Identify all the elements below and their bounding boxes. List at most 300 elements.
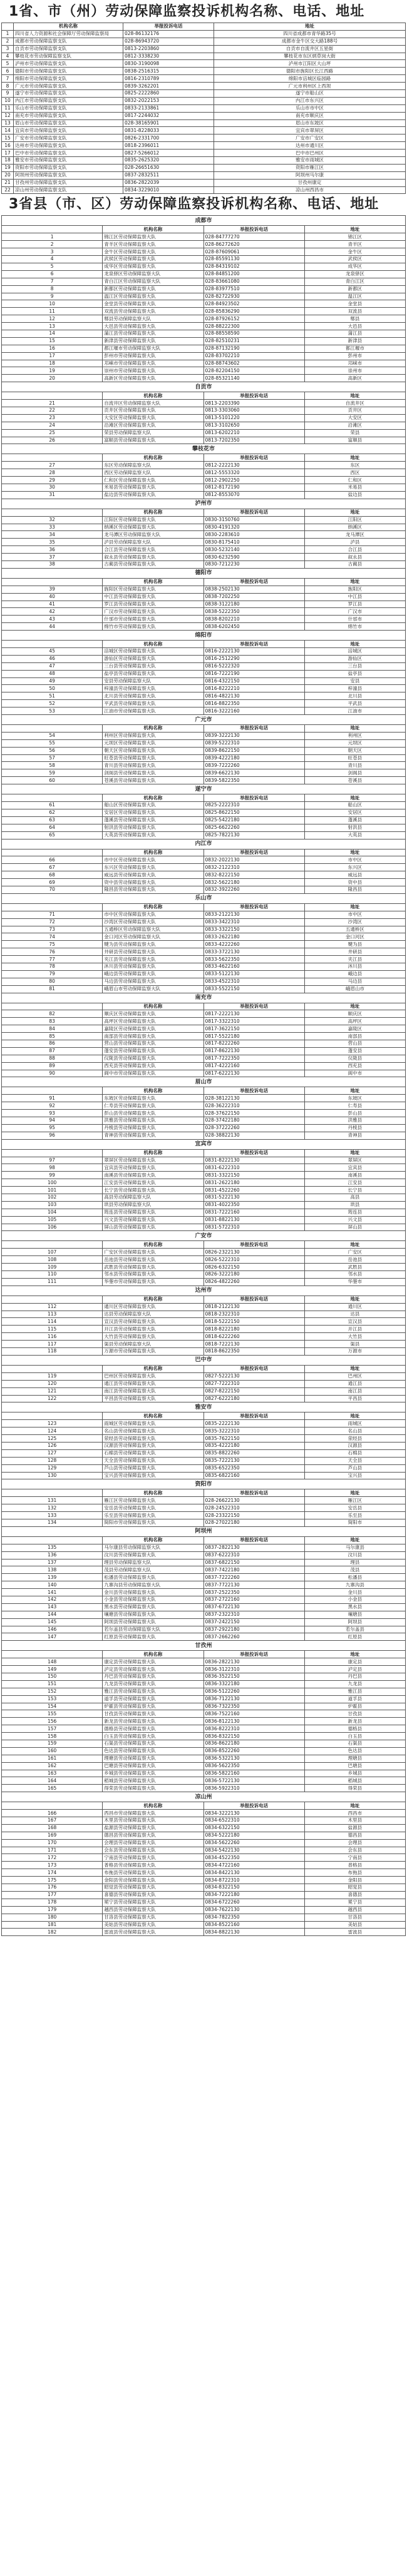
header-name: 机构名称 bbox=[103, 392, 204, 400]
table-header-row bbox=[2, 1149, 406, 1157]
table-row bbox=[2, 926, 406, 933]
header-tel: 举报投诉电话 bbox=[204, 1489, 304, 1497]
row-name: 炉霍县劳动保障监察大队 bbox=[103, 1703, 204, 1710]
row-index: 94 bbox=[2, 1117, 103, 1125]
row-tel: 0834-5222180 bbox=[204, 1832, 304, 1839]
table-row bbox=[2, 1666, 406, 1673]
table-row bbox=[2, 561, 406, 569]
row-addr: 甘孜县 bbox=[304, 1710, 405, 1718]
table-row bbox=[2, 1680, 406, 1688]
row-index: 7 bbox=[2, 278, 103, 285]
row-name: 梓潼县劳动保障监察大队 bbox=[103, 685, 204, 692]
row-tel: 0813-5101220 bbox=[204, 414, 304, 422]
row-name: 阆中市劳动保障监察大队 bbox=[103, 1070, 204, 1077]
row-tel: 0835-3222310 bbox=[204, 1427, 304, 1435]
row-name: 泸州市劳动保障监察支队 bbox=[14, 60, 123, 68]
row-addr: 宣汉县 bbox=[304, 1318, 405, 1326]
row-addr: 宜宾市翠屏区 bbox=[214, 127, 406, 134]
row-addr: 大英县 bbox=[304, 831, 405, 839]
table-row bbox=[2, 97, 406, 104]
row-addr: 珙县 bbox=[304, 1201, 405, 1209]
row-name: 旺苍县劳动保障监察大队 bbox=[103, 754, 204, 762]
row-index: 16 bbox=[2, 142, 14, 150]
row-addr: 合江县 bbox=[304, 546, 405, 554]
header-tel: 举报投诉电话 bbox=[204, 1365, 304, 1372]
row-index: 3 bbox=[2, 248, 103, 256]
row-addr: 金阳县 bbox=[304, 1877, 405, 1884]
row-index: 65 bbox=[2, 831, 103, 839]
row-tel: 0836-5322130 bbox=[204, 1755, 304, 1762]
row-tel: 0836-8322150 bbox=[204, 1733, 304, 1740]
row-index: 108 bbox=[2, 1256, 103, 1264]
header-name: 机构名称 bbox=[103, 226, 204, 233]
row-name: 翠屏区劳动保障监察大队 bbox=[103, 1157, 204, 1164]
row-tel: 028-37622150 bbox=[204, 1110, 304, 1117]
row-addr: 青川县 bbox=[304, 762, 405, 769]
row-addr: 石渠县 bbox=[304, 1740, 405, 1748]
row-index: 167 bbox=[2, 1817, 103, 1825]
row-tel: 0817-8222260 bbox=[204, 1040, 304, 1047]
table-header-row bbox=[2, 849, 406, 856]
header-addr: 地址 bbox=[304, 1489, 405, 1497]
row-addr: 雁江区 bbox=[304, 1497, 405, 1504]
table-row bbox=[2, 546, 406, 554]
row-index: 56 bbox=[2, 747, 103, 754]
row-name: 彭州市劳动保障监察大队 bbox=[103, 352, 204, 360]
row-tel: 028-38165901 bbox=[123, 119, 214, 127]
table-row bbox=[2, 754, 406, 762]
row-addr: 甘孜州康定 bbox=[214, 179, 406, 186]
header-tel: 举报投诉电话 bbox=[204, 794, 304, 802]
header-addr: 地址 bbox=[304, 849, 405, 856]
row-index: 9 bbox=[2, 293, 103, 300]
table-row bbox=[2, 933, 406, 941]
row-tel: 0833-5122130 bbox=[204, 970, 304, 978]
table-row bbox=[2, 593, 406, 601]
table-row bbox=[2, 1762, 406, 1770]
row-tel: 028-36222310 bbox=[204, 1102, 304, 1110]
row-tel: 0831-4522260 bbox=[204, 1187, 304, 1194]
row-index: 115 bbox=[2, 1326, 103, 1333]
table-row bbox=[2, 1348, 406, 1356]
row-tel: 028-88743602 bbox=[204, 360, 304, 367]
table-row bbox=[2, 1216, 406, 1224]
table-header-row bbox=[2, 1802, 406, 1810]
table-row bbox=[2, 769, 406, 777]
city-heading-row bbox=[2, 1231, 406, 1241]
header-addr: 地址 bbox=[304, 1412, 405, 1420]
row-addr: 平武县 bbox=[304, 700, 405, 707]
row-tel: 0812-2222130 bbox=[204, 462, 304, 469]
table-row bbox=[2, 1102, 406, 1110]
row-name: 四川省人力资源和社会保障厅劳动保障监察局 bbox=[14, 30, 123, 38]
table-row bbox=[2, 864, 406, 871]
row-name: 游仙区劳动保障监察大队 bbox=[103, 655, 204, 662]
row-addr: 新龙县 bbox=[304, 1718, 405, 1725]
table-row bbox=[2, 186, 406, 194]
row-addr: 涪城区 bbox=[304, 648, 405, 656]
table-row bbox=[2, 1025, 406, 1033]
table-row bbox=[2, 68, 406, 75]
row-name: 叙永县劳动保障监察大队 bbox=[103, 554, 204, 561]
row-index: 59 bbox=[2, 769, 103, 777]
city-heading: 成都市 bbox=[2, 216, 406, 226]
row-addr: 荥经县 bbox=[304, 1435, 405, 1443]
table-header-row bbox=[2, 23, 406, 31]
row-name: 锦江区劳动保障监察大队 bbox=[103, 233, 204, 241]
row-tel: 0812-8553070 bbox=[204, 491, 304, 499]
row-addr: 西充县 bbox=[304, 1062, 405, 1070]
table-header-row bbox=[2, 1412, 406, 1420]
row-addr: 江阳区 bbox=[304, 516, 405, 524]
row-addr: 道孚县 bbox=[304, 1695, 405, 1703]
table-row bbox=[2, 1420, 406, 1427]
table-row bbox=[2, 1110, 406, 1117]
row-index: 163 bbox=[2, 1770, 103, 1777]
row-name: 简阳市劳动保障监察大队 bbox=[103, 1519, 204, 1526]
table-row bbox=[2, 1589, 406, 1596]
row-addr: 顺庆区 bbox=[304, 1010, 405, 1018]
header-index bbox=[2, 226, 103, 233]
row-addr: 安岳县 bbox=[304, 1504, 405, 1512]
row-tel: 0817-6222130 bbox=[204, 1070, 304, 1077]
row-index: 4 bbox=[2, 256, 103, 263]
table-row bbox=[2, 1581, 406, 1589]
row-tel: 0835-6522350 bbox=[204, 1464, 304, 1472]
row-addr: 德阳市旌阳区长江西路 bbox=[214, 68, 406, 75]
row-tel: 0817-5522180 bbox=[204, 1033, 304, 1040]
table-row bbox=[2, 586, 406, 593]
row-name: 射洪县劳动保障监察大队 bbox=[103, 824, 204, 831]
row-name: 新都区劳动保障监察大队 bbox=[103, 285, 204, 293]
row-addr: 东区 bbox=[304, 462, 405, 469]
row-addr: 仪陇县 bbox=[304, 1055, 405, 1062]
table-row bbox=[2, 1124, 406, 1132]
table-row bbox=[2, 179, 406, 186]
row-tel: 0834-8822130 bbox=[204, 1929, 304, 1936]
row-name: 江阳区劳动保障监察大队 bbox=[103, 516, 204, 524]
row-addr: 筠连县 bbox=[304, 1209, 405, 1216]
row-name: 白玉县劳动保障监察大队 bbox=[103, 1733, 204, 1740]
row-addr: 壤塘县 bbox=[304, 1611, 405, 1618]
table-row bbox=[2, 414, 406, 422]
header-name: 机构名称 bbox=[103, 1087, 204, 1095]
row-index: 13 bbox=[2, 119, 14, 127]
city-heading-row bbox=[2, 1526, 406, 1536]
header-addr: 地址 bbox=[304, 1241, 405, 1249]
city-heading: 泸州市 bbox=[2, 499, 406, 509]
header-name: 机构名称 bbox=[103, 794, 204, 802]
table-row bbox=[2, 623, 406, 631]
row-index: 21 bbox=[2, 179, 14, 186]
row-index: 63 bbox=[2, 816, 103, 824]
row-name: 芦山县劳动保障监察大队 bbox=[103, 1464, 204, 1472]
row-index: 96 bbox=[2, 1132, 103, 1139]
row-index: 10 bbox=[2, 97, 14, 104]
header-name: 机构名称 bbox=[103, 1149, 204, 1157]
row-index: 17 bbox=[2, 352, 103, 360]
row-name: 新津县劳动保障监察大队 bbox=[103, 337, 204, 345]
row-index: 19 bbox=[2, 164, 14, 171]
table-header-row bbox=[2, 392, 406, 400]
row-name: 高县劳动保障监察大队 bbox=[103, 1194, 204, 1202]
table-row bbox=[2, 1770, 406, 1777]
row-index: 157 bbox=[2, 1725, 103, 1733]
row-addr: 色达县 bbox=[304, 1747, 405, 1755]
table-row bbox=[2, 1278, 406, 1285]
row-name: 金阳县劳动保障监察大队 bbox=[103, 1877, 204, 1884]
row-index: 130 bbox=[2, 1472, 103, 1479]
row-tel: 028-86272620 bbox=[204, 241, 304, 248]
table-row bbox=[2, 112, 406, 119]
row-index: 69 bbox=[2, 879, 103, 886]
header-index bbox=[2, 1241, 103, 1249]
city-heading-row bbox=[2, 499, 406, 509]
row-index: 77 bbox=[2, 956, 103, 963]
city-heading: 广元市 bbox=[2, 715, 406, 725]
row-name: 仁和区劳动保障监察大队 bbox=[103, 477, 204, 484]
row-addr: 市中区 bbox=[304, 856, 405, 864]
row-tel: 0817-3322310 bbox=[204, 1018, 304, 1025]
row-index: 81 bbox=[2, 985, 103, 993]
city-heading: 广安市 bbox=[2, 1231, 406, 1241]
row-index: 18 bbox=[2, 360, 103, 367]
city-heading: 阿坝州 bbox=[2, 1526, 406, 1536]
row-addr: 天全县 bbox=[304, 1457, 405, 1464]
header-addr: 地址 bbox=[304, 1149, 405, 1157]
row-addr: 若尔盖县 bbox=[304, 1626, 405, 1633]
row-tel: 0837-7222260 bbox=[204, 1574, 304, 1581]
row-index: 74 bbox=[2, 933, 103, 941]
header-addr: 地址 bbox=[304, 578, 405, 586]
row-name: 雅安市劳动保障监察支队 bbox=[14, 157, 123, 165]
table-row bbox=[2, 1785, 406, 1792]
table-row bbox=[2, 879, 406, 886]
table-row bbox=[2, 1256, 406, 1264]
table-row bbox=[2, 1566, 406, 1574]
row-addr: 巴塘县 bbox=[304, 1762, 405, 1770]
header-index bbox=[2, 1365, 103, 1372]
row-index: 46 bbox=[2, 655, 103, 662]
row-tel: 028-85321140 bbox=[204, 375, 304, 382]
row-tel: 0831-5722310 bbox=[204, 1224, 304, 1231]
header-index bbox=[2, 454, 103, 462]
table-row bbox=[2, 256, 406, 263]
header-index bbox=[2, 794, 103, 802]
row-index: 169 bbox=[2, 1832, 103, 1839]
header-index bbox=[2, 903, 103, 911]
table-row bbox=[2, 241, 406, 248]
table-row bbox=[2, 1869, 406, 1877]
row-addr: 乐至县 bbox=[304, 1512, 405, 1519]
city-heading-row bbox=[2, 1402, 406, 1412]
row-index: 40 bbox=[2, 593, 103, 601]
row-name: 南江县劳动保障监察大队 bbox=[103, 1387, 204, 1395]
row-name: 旌阳区劳动保障监察大队 bbox=[103, 586, 204, 593]
row-index: 121 bbox=[2, 1387, 103, 1395]
row-addr: 大安区 bbox=[304, 414, 405, 422]
row-name: 江油市劳动保障监察大队 bbox=[103, 707, 204, 715]
row-name: 内江市劳动保障监察支队 bbox=[14, 97, 123, 104]
row-addr: 五通桥区 bbox=[304, 926, 405, 933]
row-addr: 南部县 bbox=[304, 1033, 405, 1040]
row-addr: 金堂县 bbox=[304, 300, 405, 308]
row-index: 31 bbox=[2, 491, 103, 499]
row-tel: 0836-8122130 bbox=[204, 1718, 304, 1725]
row-tel: 0816-3222160 bbox=[204, 707, 304, 715]
row-addr: 东兴区 bbox=[304, 864, 405, 871]
row-tel: 0839-3262201 bbox=[123, 83, 214, 90]
table-row bbox=[2, 1164, 406, 1172]
row-index: 95 bbox=[2, 1124, 103, 1132]
table-row bbox=[2, 1884, 406, 1892]
row-addr: 华蓥市 bbox=[304, 1278, 405, 1285]
row-name: 遂宁市劳动保障监察支队 bbox=[14, 90, 123, 98]
table-row bbox=[2, 119, 406, 127]
row-tel: 0837-7722130 bbox=[204, 1581, 304, 1589]
row-name: 龙泉驿区劳动保障监察大队 bbox=[103, 270, 204, 278]
header-index bbox=[2, 392, 103, 400]
row-addr: 蓬安县 bbox=[304, 1047, 405, 1055]
table-row bbox=[2, 1906, 406, 1914]
row-index: 106 bbox=[2, 1224, 103, 1231]
row-index: 105 bbox=[2, 1216, 103, 1224]
row-tel: 0838-8202210 bbox=[204, 616, 304, 623]
table-row bbox=[2, 1710, 406, 1718]
row-tel: 0831-3322150 bbox=[204, 1172, 304, 1179]
row-addr: 武侯区 bbox=[304, 256, 405, 263]
table-row bbox=[2, 308, 406, 315]
table-row bbox=[2, 171, 406, 179]
header-addr: 地址 bbox=[304, 641, 405, 648]
row-tel: 0837-7422180 bbox=[204, 1566, 304, 1574]
table-row bbox=[2, 1512, 406, 1519]
header-addr: 地址 bbox=[304, 1296, 405, 1303]
header-tel: 举报投诉电话 bbox=[204, 849, 304, 856]
row-addr: 雨城区 bbox=[304, 1420, 405, 1427]
row-name: 峨眉山市劳动保障监察大队 bbox=[103, 985, 204, 993]
header-index bbox=[2, 1802, 103, 1810]
city-heading-row bbox=[2, 444, 406, 454]
table-row bbox=[2, 1033, 406, 1040]
row-name: 盐亭县劳动保障监察大队 bbox=[103, 670, 204, 677]
header-addr: 地址 bbox=[304, 725, 405, 733]
table-row bbox=[2, 1740, 406, 1748]
table-row bbox=[2, 1877, 406, 1884]
row-addr: 九龙县 bbox=[304, 1680, 405, 1688]
table-row bbox=[2, 1179, 406, 1187]
row-name: 壤塘县劳动保障监察大队 bbox=[103, 1611, 204, 1618]
row-name: 名山县劳动保障监察大队 bbox=[103, 1427, 204, 1435]
row-name: 广汉市劳动保障监察大队 bbox=[103, 608, 204, 616]
table-row bbox=[2, 1326, 406, 1333]
row-index: 146 bbox=[2, 1626, 103, 1633]
row-addr: 峨眉山市 bbox=[304, 985, 405, 993]
row-tel: 0832-3922260 bbox=[204, 886, 304, 893]
row-index: 145 bbox=[2, 1618, 103, 1626]
table-row bbox=[2, 53, 406, 60]
row-addr: 南江县 bbox=[304, 1387, 405, 1395]
row-index: 107 bbox=[2, 1249, 103, 1256]
row-name: 市中区劳动保障监察大队 bbox=[103, 856, 204, 864]
header-name: 机构名称 bbox=[103, 1003, 204, 1010]
row-index: 127 bbox=[2, 1449, 103, 1457]
row-tel: 028-84319102 bbox=[204, 263, 304, 270]
header-tel: 举报投诉电话 bbox=[204, 1149, 304, 1157]
row-index: 102 bbox=[2, 1194, 103, 1202]
row-index: 128 bbox=[2, 1457, 103, 1464]
table-row bbox=[2, 762, 406, 769]
row-addr: 泸州市江阳区大山坪 bbox=[214, 60, 406, 68]
row-tel: 0826-4822260 bbox=[204, 1278, 304, 1285]
table-row bbox=[2, 1172, 406, 1179]
row-index: 137 bbox=[2, 1559, 103, 1566]
table-row bbox=[2, 263, 406, 270]
table-row bbox=[2, 278, 406, 285]
table-row bbox=[2, 1435, 406, 1443]
row-name: 什邡市劳动保障监察大队 bbox=[103, 616, 204, 623]
row-tel: 0835-7622150 bbox=[204, 1435, 304, 1443]
row-addr: 阿坝州马尔康 bbox=[214, 171, 406, 179]
row-name: 得荣县劳动保障监察大队 bbox=[103, 1785, 204, 1792]
row-name: 巴中市劳动保障监察支队 bbox=[14, 150, 123, 157]
row-name: 西充县劳动保障监察大队 bbox=[103, 1062, 204, 1070]
row-name: 合江县劳动保障监察大队 bbox=[103, 546, 204, 554]
row-addr: 简阳市 bbox=[304, 1519, 405, 1526]
row-addr: 利州区 bbox=[304, 732, 405, 739]
row-addr: 自贡市自流井区五星街 bbox=[214, 45, 406, 53]
row-name: 苍溪县劳动保障监察大队 bbox=[103, 777, 204, 784]
table-header-row bbox=[2, 1651, 406, 1658]
table-row bbox=[2, 1047, 406, 1055]
row-tel: 0833-3322150 bbox=[204, 926, 304, 933]
header-tel: 举报投诉电话 bbox=[204, 903, 304, 911]
header-index bbox=[2, 1412, 103, 1420]
row-tel: 0837-6222310 bbox=[204, 1551, 304, 1559]
row-tel: 0834-3222130 bbox=[204, 1810, 304, 1817]
city-heading-row bbox=[2, 1139, 406, 1149]
province-city-table-body bbox=[2, 23, 406, 194]
row-index: 38 bbox=[2, 561, 103, 569]
table-row bbox=[2, 1574, 406, 1581]
row-index: 24 bbox=[2, 422, 103, 429]
header-addr: 地址 bbox=[214, 23, 406, 31]
row-addr: 成都市金牛区交大路188号 bbox=[214, 38, 406, 45]
table-row bbox=[2, 1209, 406, 1216]
row-index: 2 bbox=[2, 241, 103, 248]
row-addr: 绵竹市 bbox=[304, 623, 405, 631]
row-name: 犍为县劳动保障监察大队 bbox=[103, 941, 204, 948]
row-name: 营山县劳动保障监察大队 bbox=[103, 1040, 204, 1047]
row-addr: 巴州区 bbox=[304, 1372, 405, 1380]
row-addr: 青神县 bbox=[304, 1132, 405, 1139]
row-tel: 0813-6202210 bbox=[204, 429, 304, 437]
table-header-row bbox=[2, 641, 406, 648]
row-index: 150 bbox=[2, 1673, 103, 1681]
table-row bbox=[2, 1010, 406, 1018]
row-addr: 雅安市雨城区 bbox=[214, 157, 406, 165]
row-tel: 0833-4622160 bbox=[204, 963, 304, 970]
table-row bbox=[2, 142, 406, 150]
table-row bbox=[2, 1626, 406, 1633]
row-tel: 028-84923502 bbox=[204, 300, 304, 308]
row-index: 57 bbox=[2, 754, 103, 762]
row-name: 荣县劳动保障监察大队 bbox=[103, 429, 204, 437]
row-index: 162 bbox=[2, 1762, 103, 1770]
row-tel: 0839-8622150 bbox=[204, 747, 304, 754]
row-tel: 0817-4222160 bbox=[204, 1062, 304, 1070]
row-tel: 028-26651630 bbox=[123, 164, 214, 171]
